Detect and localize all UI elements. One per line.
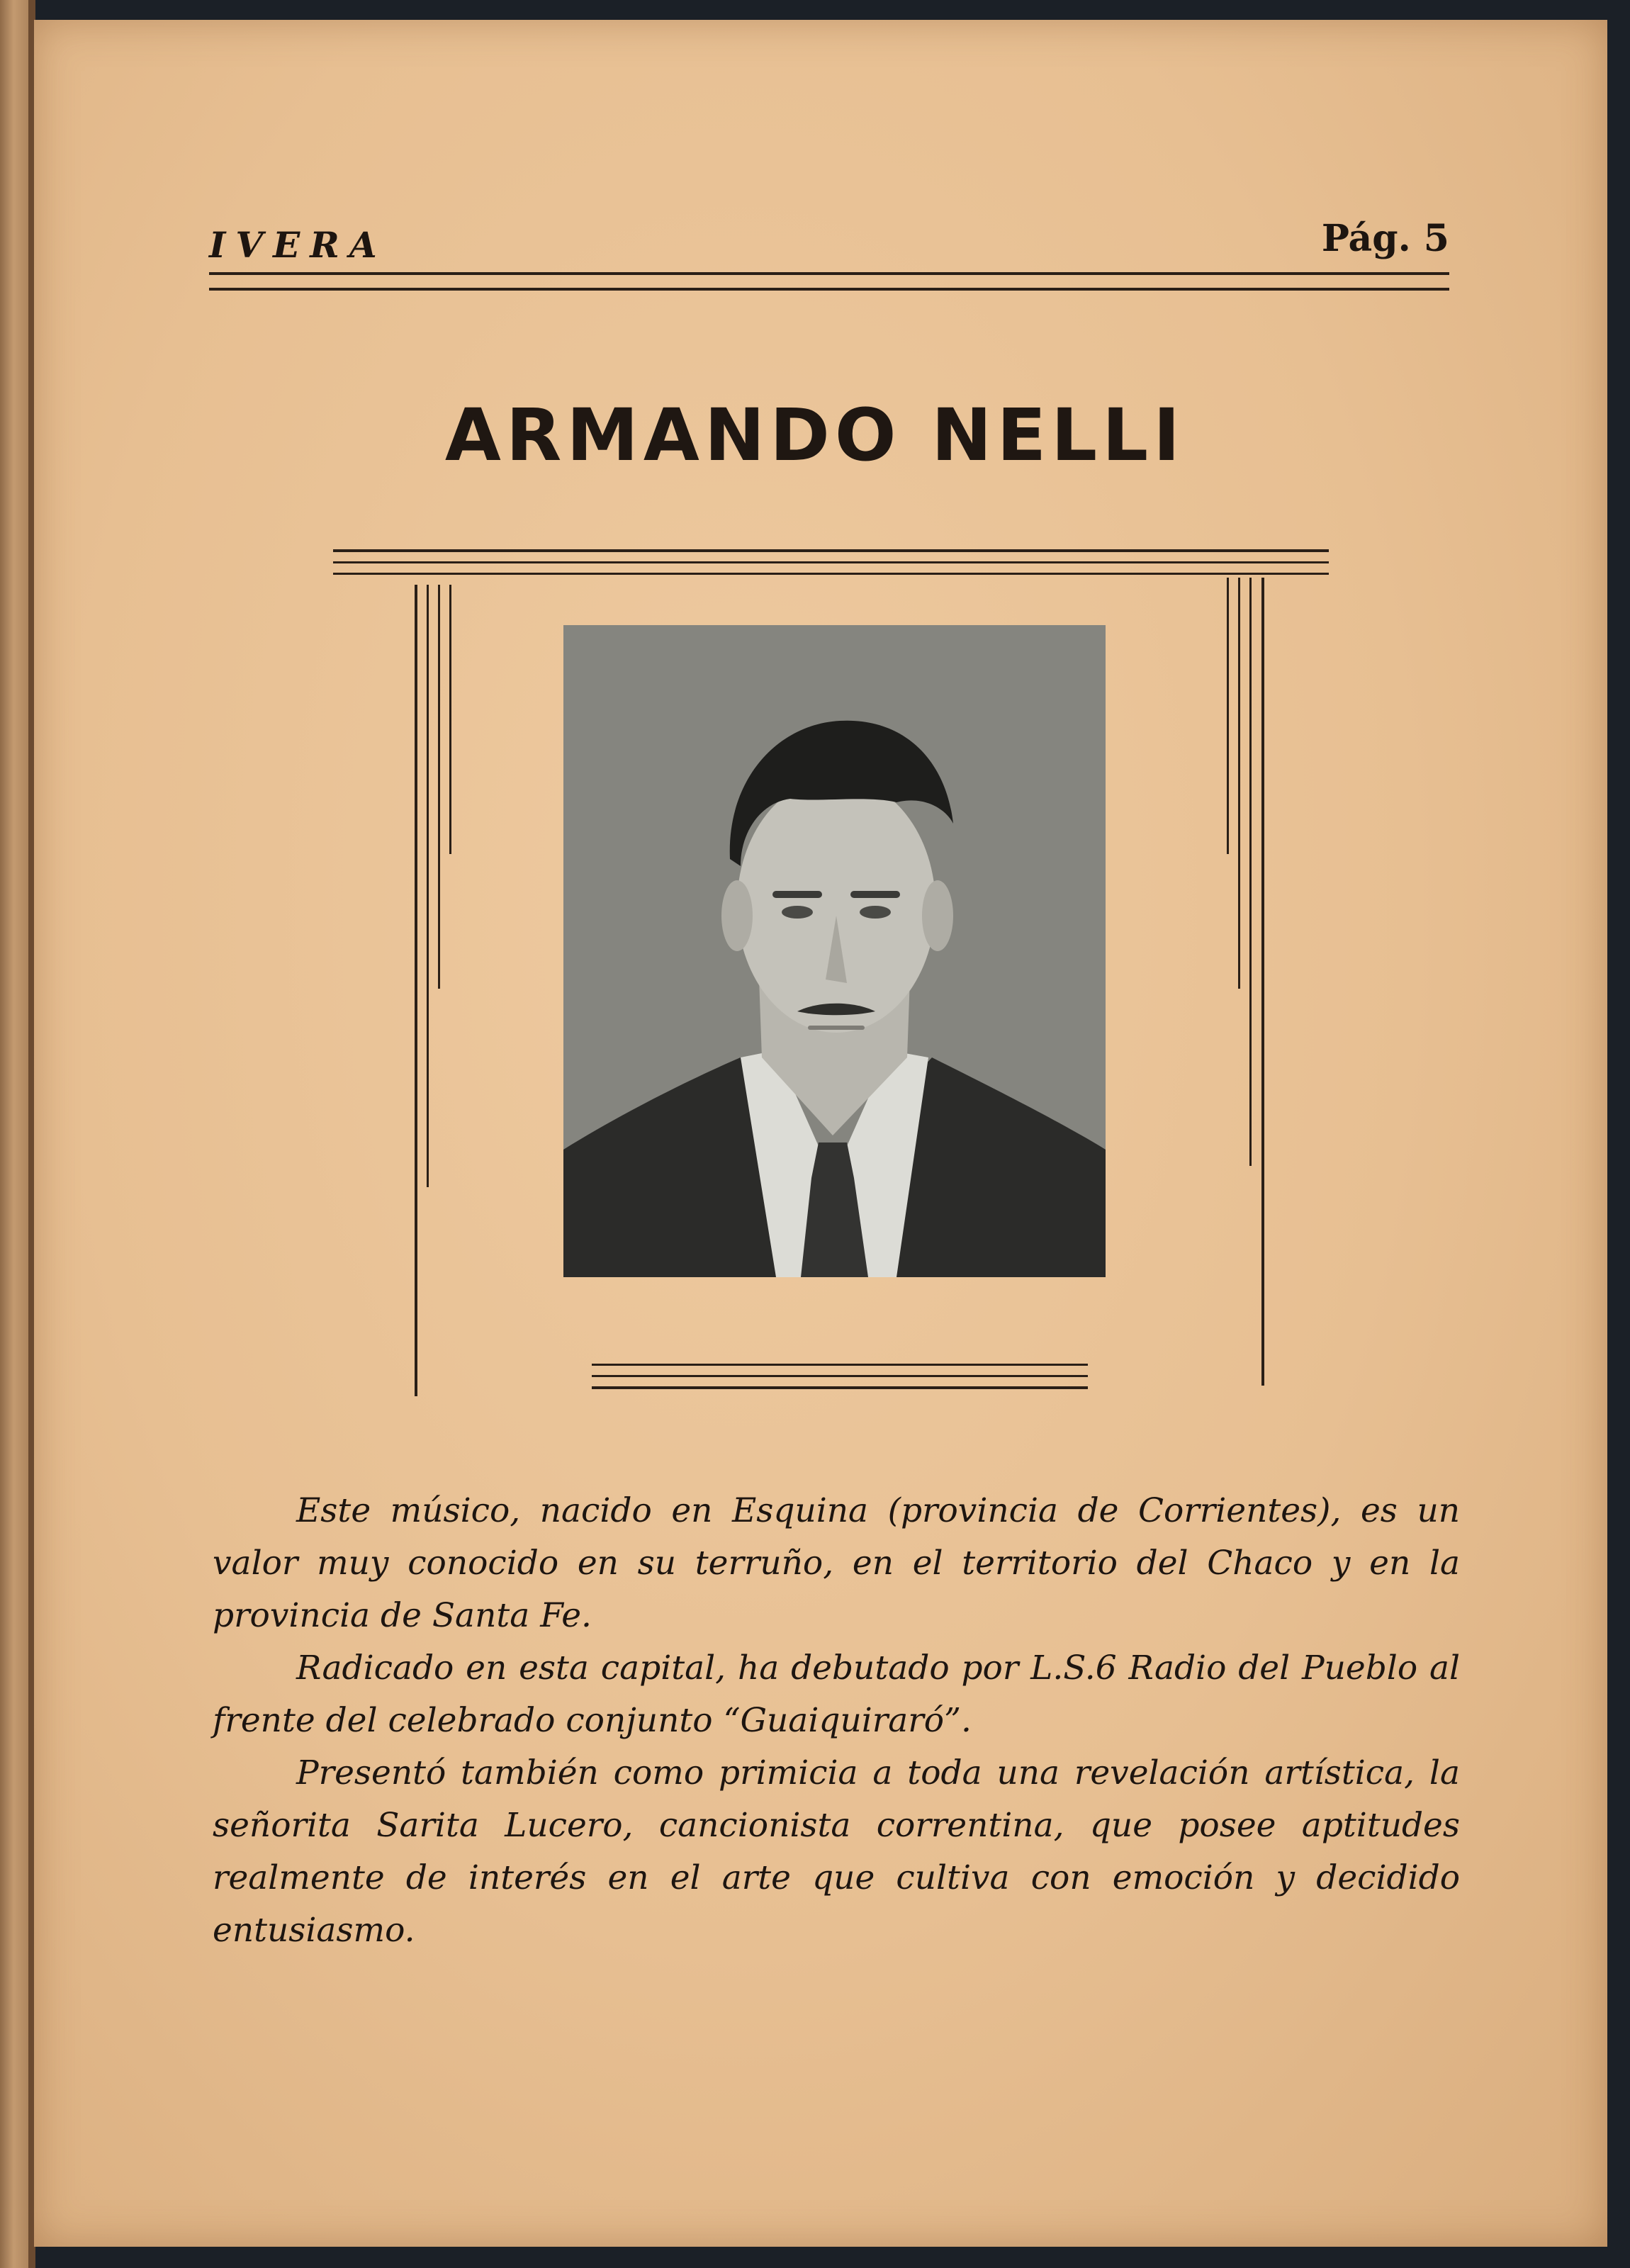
frame-top-line-3 — [333, 573, 1329, 575]
frame-left-line-1 — [415, 585, 417, 1396]
page-number: Pág. 5 — [1321, 217, 1449, 260]
page-header — [209, 213, 1449, 266]
paragraph-2: Radicado en esta capital, ha debutado por L.S.6 Radio del Pueblo al frente del celebrado conjunto “Guaiquiraró”. — [213, 1649, 1460, 1740]
frame-top-line-1 — [333, 549, 1329, 552]
frame-left-line-2 — [427, 585, 429, 1187]
header-rule-top — [209, 272, 1449, 275]
frame-top-line-2 — [333, 561, 1329, 563]
frame-bottom-line-3 — [592, 1386, 1088, 1389]
frame-bottom-line-2 — [592, 1375, 1088, 1377]
frame-left-line-4 — [449, 585, 451, 854]
frame-right-line-1 — [1261, 578, 1264, 1386]
frame-bottom-line-1 — [592, 1364, 1088, 1366]
magazine-name: IVERA — [209, 224, 387, 266]
article-title: ARMANDO NELLI — [444, 393, 1186, 478]
header-rule-bottom — [209, 288, 1449, 291]
article-body — [213, 1485, 1460, 1957]
paragraph-3: Presentó también como primicia a toda una revelación artística, la señorita Sarita Lucero, cancionista correntina, que posee aptitudes realmente de interés en el arte que cultiva con emoción y decidido entusiasmo. — [213, 1753, 1460, 1950]
portrait-photo — [563, 625, 1106, 1277]
frame-right-line-3 — [1238, 578, 1240, 989]
paragraph-1: Este músico, nacido en Esquina (provincia de Corrientes), es un valor muy conocido en su terruño, en el territorio del Chaco y en la provincia de Santa Fe. — [213, 1491, 1460, 1635]
frame-right-line-4 — [1227, 578, 1229, 854]
portrait-illustration — [563, 625, 1106, 1277]
frame-right-line-2 — [1249, 578, 1252, 1166]
frame-left-line-3 — [438, 585, 440, 989]
